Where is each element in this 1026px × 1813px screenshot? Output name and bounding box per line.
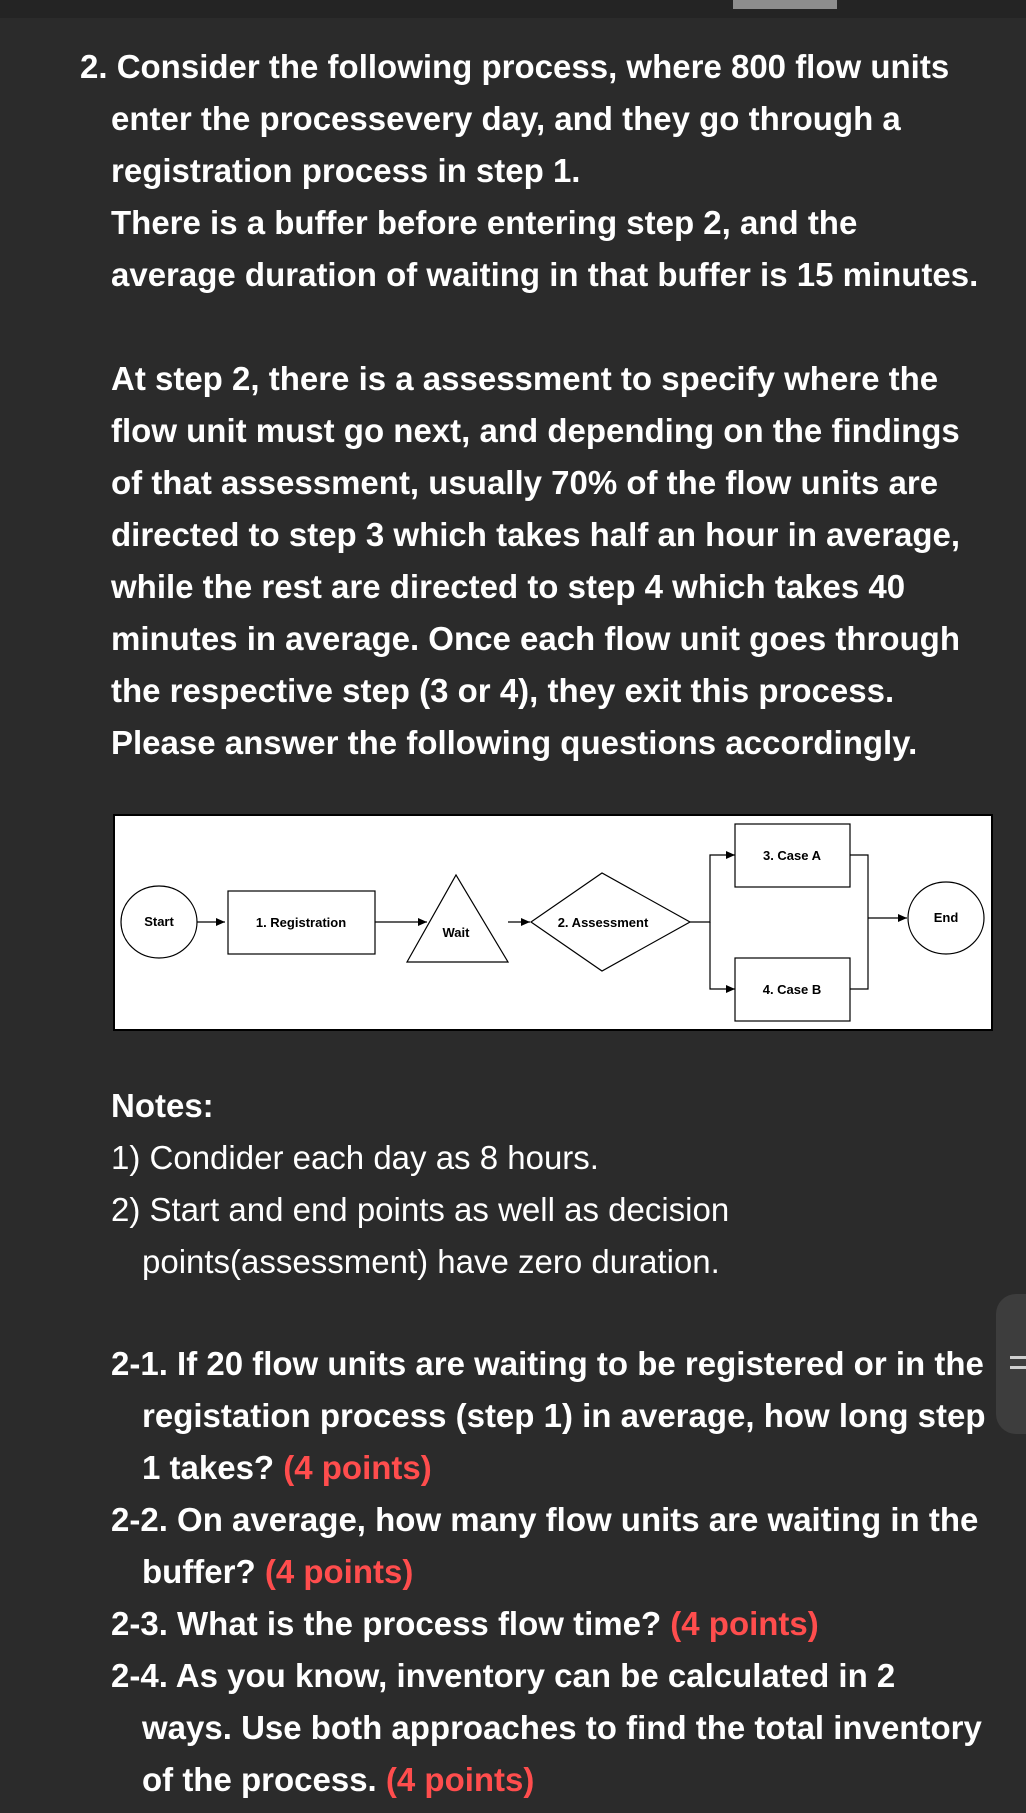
question-2-2: [111, 1494, 991, 1598]
notes-section: [111, 1080, 991, 1288]
points-label: (4 points): [385, 1761, 535, 1798]
question-text: 2-1. If 20 flow units are waiting to be registered or in the registation process (step 1) in average, how long step 1 takes?: [111, 1345, 986, 1486]
top-bar: [0, 0, 1026, 18]
note-item: 2) Start and end points as well as decision points(assessment) have zero duration.: [111, 1191, 730, 1280]
side-panel-handle[interactable]: [996, 1294, 1026, 1434]
registration-label: 1. Registration: [255, 915, 347, 930]
case-a-label: 3. Case A: [762, 848, 822, 863]
question-2-3: [111, 1598, 991, 1650]
wait-triangle: [407, 875, 508, 962]
wait-label: Wait: [442, 925, 470, 940]
question-text: 2-3. What is the process flow time?: [111, 1605, 662, 1642]
question-heading: 2. Consider the following process, where 800 flow units enter the processevery day, and they go through a registration process in step 1.: [80, 48, 950, 189]
notes-title: Notes:: [111, 1087, 214, 1124]
question-assessment-text: At step 2, there is a assessment to specify where the flow unit must go next, and depending on the findings of that assessment, usually 70% of the flow units are directed to step 3 which takes half an hour in average, while the rest are directed to step 4 which takes 40 minutes in average. Once each flow unit goes through the respective step (3 or 4), they exit this process. Please answer the following questions accordingly.: [111, 360, 961, 761]
start-label: Start: [144, 914, 174, 929]
points-label: (4 points): [264, 1553, 414, 1590]
handle-grip-icon: [1010, 1356, 1026, 1359]
question-buffer-text: There is a buffer before entering step 2, and the average duration of waiting in that buffer is 15 minutes.: [111, 204, 979, 293]
note-item: 1) Condider each day as 8 hours.: [111, 1139, 599, 1176]
question-text: 2-2. On average, how many flow units are waiting in the buffer?: [111, 1501, 979, 1590]
question-2-1: [111, 1338, 991, 1494]
branch-to-case-b: [710, 922, 735, 989]
question-text: 2-4. As you know, inventory can be calculated in 2 ways. Use both approaches to find the total inventory of the process.: [111, 1657, 982, 1798]
points-label: (4 points): [670, 1605, 819, 1642]
top-scroll-tab[interactable]: [733, 0, 837, 9]
merge-from-case-a: [850, 855, 868, 918]
case-b-label: 4. Case B: [762, 982, 822, 997]
process-flow-diagram: [113, 814, 993, 1031]
end-label: End: [933, 910, 959, 925]
question-2-4: [111, 1650, 991, 1806]
branch-to-case-a: [690, 855, 735, 922]
handle-grip-icon: [1010, 1366, 1026, 1369]
points-label: (4 points): [283, 1449, 432, 1486]
questions-list: [111, 1338, 991, 1806]
assessment-label: 2. Assessment: [557, 915, 649, 930]
merge-from-case-b: [850, 918, 868, 989]
